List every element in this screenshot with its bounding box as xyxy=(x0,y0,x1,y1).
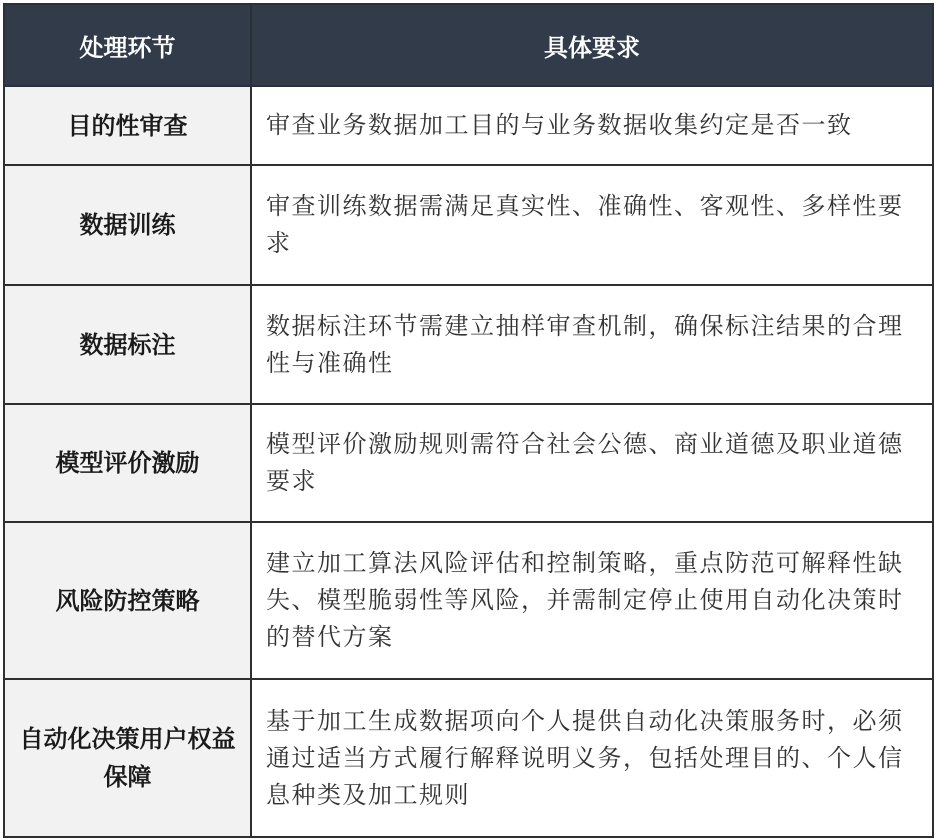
table-header-row xyxy=(4,4,933,86)
requirement-cell: 基于加工生成数据项向个人提供自动化决策服务时，必须通过适当方式履行解释说明义务，包括处理目的、个人信息种类及加工规则 xyxy=(251,679,933,837)
requirements-table-container xyxy=(3,3,932,837)
table-row xyxy=(4,522,933,679)
requirement-cell: 审查业务数据加工目的与业务数据收集约定是否一致 xyxy=(251,86,933,165)
requirement-cell: 模型评价激励规则需符合社会公德、商业道德及职业道德要求 xyxy=(251,404,933,522)
requirement-cell: 数据标注环节需建立抽样审查机制，确保标注结果的合理性与准确性 xyxy=(251,285,933,404)
header-stage: 处理环节 xyxy=(4,4,251,86)
requirement-cell: 审查训练数据需满足真实性、准确性、客观性、多样性要求 xyxy=(251,165,933,285)
stage-cell: 数据训练 xyxy=(4,165,251,285)
requirement-cell: 建立加工算法风险评估和控制策略，重点防范可解释性缺失、模型脆弱性等风险，并需制定停止使用自动化决策时的替代方案 xyxy=(251,522,933,679)
stage-cell: 目的性审查 xyxy=(4,86,251,165)
stage-cell: 自动化决策用户权益保障 xyxy=(4,679,251,837)
header-requirement: 具体要求 xyxy=(251,4,933,86)
table-row xyxy=(4,404,933,522)
table-row xyxy=(4,165,933,285)
requirements-table xyxy=(3,3,934,838)
stage-cell: 模型评价激励 xyxy=(4,404,251,522)
stage-cell: 数据标注 xyxy=(4,285,251,404)
table-row xyxy=(4,86,933,165)
stage-cell: 风险防控策略 xyxy=(4,522,251,679)
table-row xyxy=(4,285,933,404)
table-row xyxy=(4,679,933,837)
